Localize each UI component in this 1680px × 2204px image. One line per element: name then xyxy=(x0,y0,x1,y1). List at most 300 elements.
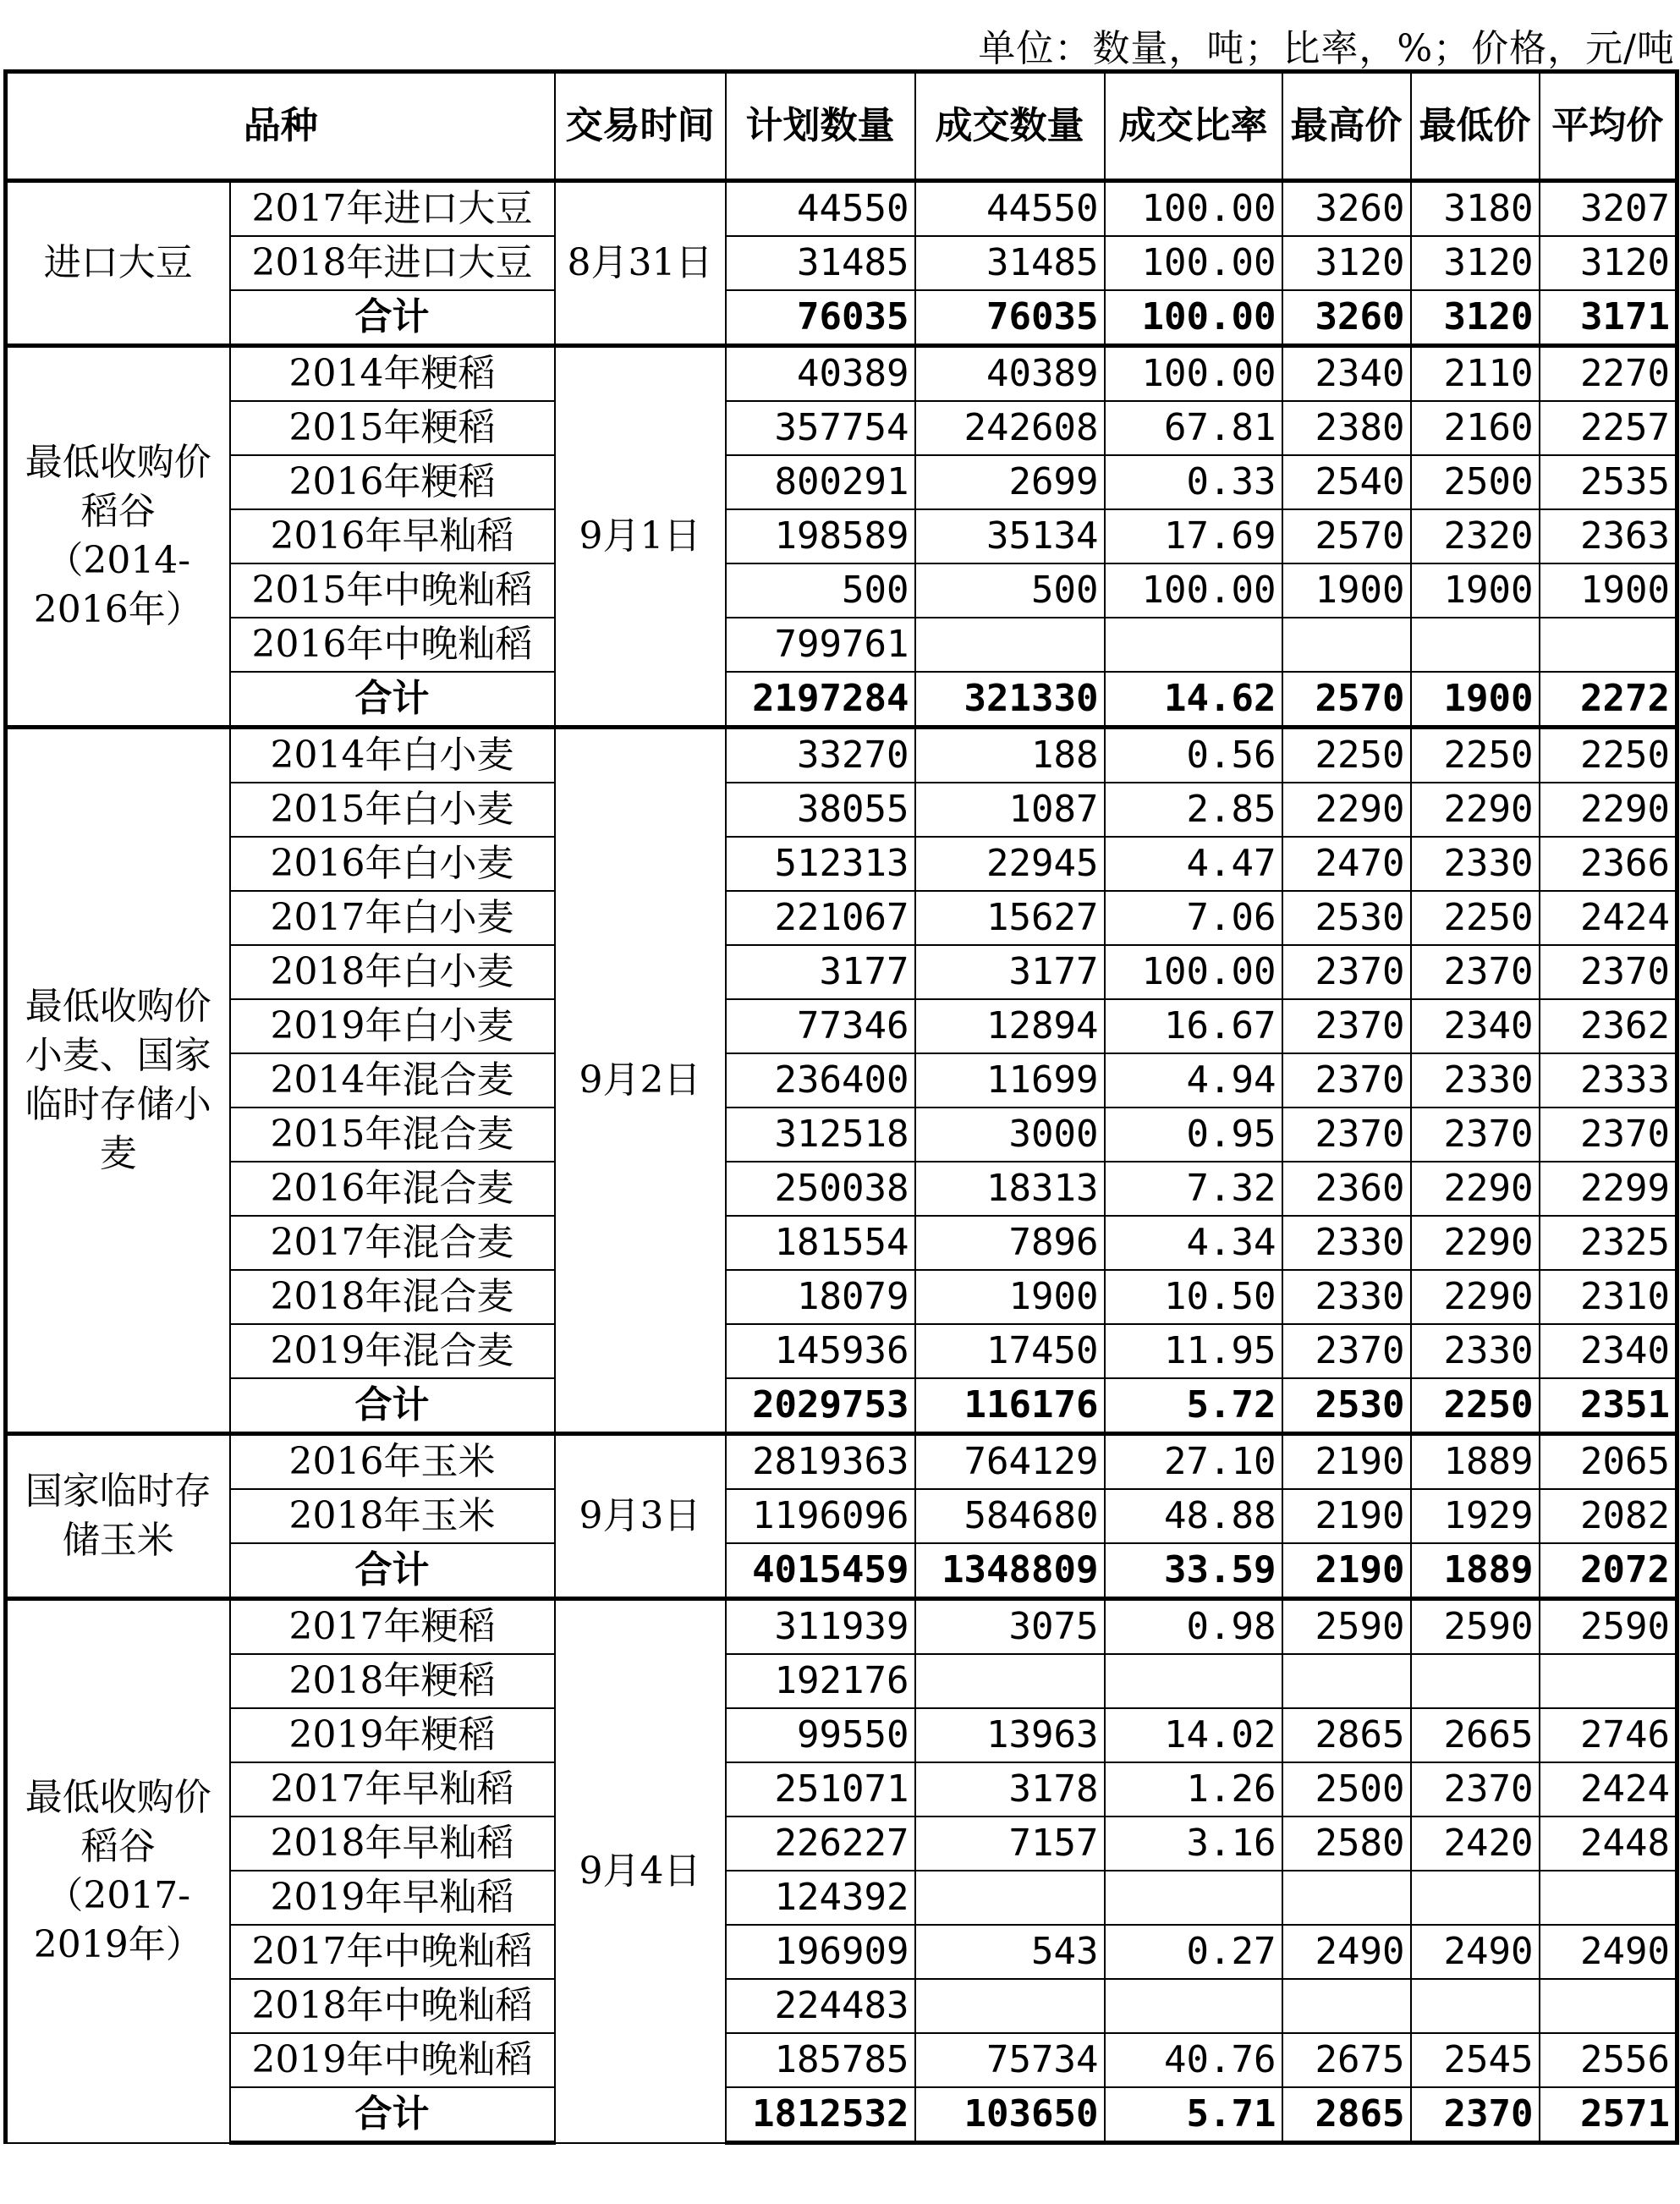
avg-price-cell: 2424 xyxy=(1540,1762,1677,1817)
max-price-cell xyxy=(1282,1871,1411,1925)
plan-qty-cell: 196909 xyxy=(726,1925,915,1979)
plan-qty-cell: 1196096 xyxy=(726,1489,915,1543)
avg-price-cell: 2272 xyxy=(1540,672,1677,728)
plan-qty-cell: 38055 xyxy=(726,783,915,837)
plan-qty-cell: 31485 xyxy=(726,236,915,290)
deal-qty-cell: 75734 xyxy=(915,2033,1105,2087)
category-cell: 进口大豆 xyxy=(6,181,230,346)
unit-note: 单位：数量，吨；比率，%；价格，元/吨 xyxy=(978,27,1675,70)
max-price-cell xyxy=(1282,618,1411,672)
min-price-cell: 2340 xyxy=(1411,999,1540,1053)
avg-price-cell: 2362 xyxy=(1540,999,1677,1053)
deal-ratio-cell: 0.27 xyxy=(1105,1925,1282,1979)
header-max-price: 最高价 xyxy=(1282,72,1411,181)
plan-qty-cell: 312518 xyxy=(726,1107,915,1162)
min-price-cell: 2370 xyxy=(1411,945,1540,999)
min-price-cell: 3120 xyxy=(1411,236,1540,290)
variety-cell: 2017年白小麦 xyxy=(230,891,555,945)
variety-cell: 2018年玉米 xyxy=(230,1489,555,1543)
total-row xyxy=(6,1378,1677,1434)
table-row xyxy=(6,891,1677,945)
avg-price-cell: 2746 xyxy=(1540,1708,1677,1762)
plan-qty-cell: 2819363 xyxy=(726,1434,915,1490)
table-row xyxy=(6,945,1677,999)
avg-price-cell: 2490 xyxy=(1540,1925,1677,1979)
avg-price-cell: 2325 xyxy=(1540,1216,1677,1270)
min-price-cell: 2590 xyxy=(1411,1599,1540,1655)
min-price-cell: 1900 xyxy=(1411,672,1540,728)
variety-cell: 合计 xyxy=(230,672,555,728)
deal-qty-cell: 764129 xyxy=(915,1434,1105,1490)
max-price-cell: 3120 xyxy=(1282,236,1411,290)
avg-price-cell: 2290 xyxy=(1540,783,1677,837)
avg-price-cell: 2424 xyxy=(1540,891,1677,945)
max-price-cell: 2370 xyxy=(1282,1107,1411,1162)
deal-ratio-cell: 1.26 xyxy=(1105,1762,1282,1817)
trade-date-cell: 9月1日 xyxy=(555,346,726,728)
table-row xyxy=(6,618,1677,672)
variety-cell: 2018年进口大豆 xyxy=(230,236,555,290)
avg-price-cell: 2556 xyxy=(1540,2033,1677,2087)
avg-price-cell: 2065 xyxy=(1540,1434,1677,1490)
variety-cell: 2018年白小麦 xyxy=(230,945,555,999)
table-row xyxy=(6,1053,1677,1107)
table-row xyxy=(6,783,1677,837)
min-price-cell xyxy=(1411,618,1540,672)
deal-ratio-cell: 4.94 xyxy=(1105,1053,1282,1107)
deal-ratio-cell: 27.10 xyxy=(1105,1434,1282,1490)
variety-cell: 2014年粳稻 xyxy=(230,346,555,402)
header-plan-qty: 计划数量 xyxy=(726,72,915,181)
plan-qty-cell: 33270 xyxy=(726,728,915,783)
table-row xyxy=(6,1216,1677,1270)
min-price-cell xyxy=(1411,1654,1540,1708)
max-price-cell: 2370 xyxy=(1282,999,1411,1053)
deal-qty-cell: 2699 xyxy=(915,455,1105,509)
total-row xyxy=(6,672,1677,728)
table-row xyxy=(6,2033,1677,2087)
deal-ratio-cell: 4.34 xyxy=(1105,1216,1282,1270)
deal-qty-cell: 31485 xyxy=(915,236,1105,290)
deal-qty-cell: 44550 xyxy=(915,181,1105,237)
deal-ratio-cell xyxy=(1105,618,1282,672)
variety-cell: 2019年白小麦 xyxy=(230,999,555,1053)
deal-ratio-cell: 0.98 xyxy=(1105,1599,1282,1655)
max-price-cell xyxy=(1282,1979,1411,2033)
table-row xyxy=(6,563,1677,618)
deal-ratio-cell: 67.81 xyxy=(1105,401,1282,455)
avg-price-cell xyxy=(1540,1654,1677,1708)
plan-qty-cell: 236400 xyxy=(726,1053,915,1107)
variety-cell: 合计 xyxy=(230,2087,555,2143)
max-price-cell: 2190 xyxy=(1282,1543,1411,1599)
min-price-cell: 1900 xyxy=(1411,563,1540,618)
min-price-cell: 2420 xyxy=(1411,1817,1540,1871)
deal-ratio-cell: 17.69 xyxy=(1105,509,1282,563)
plan-qty-cell: 3177 xyxy=(726,945,915,999)
variety-cell: 2019年混合麦 xyxy=(230,1324,555,1378)
variety-cell: 2016年粳稻 xyxy=(230,455,555,509)
deal-qty-cell: 500 xyxy=(915,563,1105,618)
min-price-cell: 3120 xyxy=(1411,290,1540,346)
variety-cell: 2017年进口大豆 xyxy=(230,181,555,237)
deal-ratio-cell: 100.00 xyxy=(1105,290,1282,346)
deal-qty-cell: 584680 xyxy=(915,1489,1105,1543)
variety-cell: 2018年混合麦 xyxy=(230,1270,555,1324)
max-price-cell: 2370 xyxy=(1282,945,1411,999)
table-row xyxy=(6,1324,1677,1378)
plan-qty-cell: 800291 xyxy=(726,455,915,509)
header-avg-price: 平均价 xyxy=(1540,72,1677,181)
table-row xyxy=(6,181,1677,237)
plan-qty-cell: 500 xyxy=(726,563,915,618)
category-cell: 最低收购价小麦、国家临时存储小麦 xyxy=(6,728,230,1434)
deal-ratio-cell: 14.62 xyxy=(1105,672,1282,728)
deal-ratio-cell: 100.00 xyxy=(1105,346,1282,402)
avg-price-cell xyxy=(1540,618,1677,672)
deal-ratio-cell: 100.00 xyxy=(1105,181,1282,237)
table-row xyxy=(6,1979,1677,2033)
max-price-cell: 3260 xyxy=(1282,290,1411,346)
avg-price-cell: 3120 xyxy=(1540,236,1677,290)
category-cell: 国家临时存储玉米 xyxy=(6,1434,230,1599)
avg-price-cell: 3171 xyxy=(1540,290,1677,346)
avg-price-cell: 2535 xyxy=(1540,455,1677,509)
deal-ratio-cell: 100.00 xyxy=(1105,563,1282,618)
plan-qty-cell: 185785 xyxy=(726,2033,915,2087)
avg-price-cell: 2363 xyxy=(1540,509,1677,563)
deal-qty-cell: 35134 xyxy=(915,509,1105,563)
total-row xyxy=(6,290,1677,346)
table-row xyxy=(6,1162,1677,1216)
plan-qty-cell: 4015459 xyxy=(726,1543,915,1599)
min-price-cell xyxy=(1411,1871,1540,1925)
max-price-cell: 2490 xyxy=(1282,1925,1411,1979)
min-price-cell: 2290 xyxy=(1411,1270,1540,1324)
min-price-cell: 2250 xyxy=(1411,728,1540,783)
max-price-cell: 1900 xyxy=(1282,563,1411,618)
table-row xyxy=(6,346,1677,402)
header-variety: 品种 xyxy=(6,72,555,181)
deal-qty-cell: 15627 xyxy=(915,891,1105,945)
table-row xyxy=(6,1762,1677,1817)
min-price-cell: 2290 xyxy=(1411,1162,1540,1216)
deal-qty-cell: 76035 xyxy=(915,290,1105,346)
deal-ratio-cell: 5.71 xyxy=(1105,2087,1282,2143)
max-price-cell: 2530 xyxy=(1282,1378,1411,1434)
deal-qty-cell: 7896 xyxy=(915,1216,1105,1270)
avg-price-cell: 2299 xyxy=(1540,1162,1677,1216)
avg-price-cell xyxy=(1540,1871,1677,1925)
auction-results-table xyxy=(3,69,1679,2145)
deal-qty-cell: 13963 xyxy=(915,1708,1105,1762)
max-price-cell: 2530 xyxy=(1282,891,1411,945)
min-price-cell xyxy=(1411,1979,1540,2033)
table-row xyxy=(6,455,1677,509)
plan-qty-cell: 99550 xyxy=(726,1708,915,1762)
plan-qty-cell: 2029753 xyxy=(726,1378,915,1434)
max-price-cell xyxy=(1282,1654,1411,1708)
avg-price-cell: 3207 xyxy=(1540,181,1677,237)
deal-ratio-cell: 100.00 xyxy=(1105,236,1282,290)
plan-qty-cell: 357754 xyxy=(726,401,915,455)
plan-qty-cell: 76035 xyxy=(726,290,915,346)
trade-date-cell: 9月2日 xyxy=(555,728,726,1434)
variety-cell: 2016年混合麦 xyxy=(230,1162,555,1216)
deal-ratio-cell: 10.50 xyxy=(1105,1270,1282,1324)
plan-qty-cell: 192176 xyxy=(726,1654,915,1708)
table-row xyxy=(6,1489,1677,1543)
plan-qty-cell: 198589 xyxy=(726,509,915,563)
trade-date-cell: 9月4日 xyxy=(555,1599,726,2143)
deal-qty-cell: 11699 xyxy=(915,1053,1105,1107)
deal-qty-cell: 1900 xyxy=(915,1270,1105,1324)
plan-qty-cell: 2197284 xyxy=(726,672,915,728)
table-row xyxy=(6,1599,1677,1655)
variety-cell: 合计 xyxy=(230,290,555,346)
variety-cell: 2019年中晚籼稻 xyxy=(230,2033,555,2087)
deal-qty-cell: 1348809 xyxy=(915,1543,1105,1599)
table-row xyxy=(6,999,1677,1053)
min-price-cell: 2250 xyxy=(1411,1378,1540,1434)
variety-cell: 2018年粳稻 xyxy=(230,1654,555,1708)
deal-ratio-cell: 7.32 xyxy=(1105,1162,1282,1216)
min-price-cell: 2500 xyxy=(1411,455,1540,509)
deal-qty-cell xyxy=(915,1654,1105,1708)
deal-ratio-cell: 7.06 xyxy=(1105,891,1282,945)
deal-qty-cell: 1087 xyxy=(915,783,1105,837)
variety-cell: 2014年白小麦 xyxy=(230,728,555,783)
deal-ratio-cell: 100.00 xyxy=(1105,945,1282,999)
table-row xyxy=(6,509,1677,563)
min-price-cell: 2290 xyxy=(1411,1216,1540,1270)
table-row xyxy=(6,1434,1677,1490)
table-row xyxy=(6,1654,1677,1708)
header-row xyxy=(6,72,1677,181)
avg-price-cell: 2257 xyxy=(1540,401,1677,455)
min-price-cell: 1889 xyxy=(1411,1434,1540,1490)
deal-qty-cell: 543 xyxy=(915,1925,1105,1979)
plan-qty-cell: 181554 xyxy=(726,1216,915,1270)
min-price-cell: 1889 xyxy=(1411,1543,1540,1599)
plan-qty-cell: 1812532 xyxy=(726,2087,915,2143)
deal-ratio-cell: 4.47 xyxy=(1105,837,1282,891)
min-price-cell: 2665 xyxy=(1411,1708,1540,1762)
category-cell: 最低收购价稻谷（2017-2019年） xyxy=(6,1599,230,2143)
max-price-cell: 2370 xyxy=(1282,1053,1411,1107)
min-price-cell: 2370 xyxy=(1411,2087,1540,2143)
variety-cell: 2017年早籼稻 xyxy=(230,1762,555,1817)
min-price-cell: 2320 xyxy=(1411,509,1540,563)
avg-price-cell: 2072 xyxy=(1540,1543,1677,1599)
max-price-cell: 2570 xyxy=(1282,509,1411,563)
table-row xyxy=(6,1925,1677,1979)
category-cell: 最低收购价稻谷（2014-2016年） xyxy=(6,346,230,728)
deal-ratio-cell xyxy=(1105,1979,1282,2033)
plan-qty-cell: 226227 xyxy=(726,1817,915,1871)
table-row xyxy=(6,1871,1677,1925)
max-price-cell: 2290 xyxy=(1282,783,1411,837)
variety-cell: 2015年白小麦 xyxy=(230,783,555,837)
variety-cell: 2015年粳稻 xyxy=(230,401,555,455)
plan-qty-cell: 221067 xyxy=(726,891,915,945)
max-price-cell: 2470 xyxy=(1282,837,1411,891)
plan-qty-cell: 40389 xyxy=(726,346,915,402)
deal-qty-cell xyxy=(915,618,1105,672)
table-row xyxy=(6,837,1677,891)
max-price-cell: 2500 xyxy=(1282,1762,1411,1817)
deal-qty-cell: 18313 xyxy=(915,1162,1105,1216)
min-price-cell: 1929 xyxy=(1411,1489,1540,1543)
deal-qty-cell xyxy=(915,1979,1105,2033)
variety-cell: 2016年早籼稻 xyxy=(230,509,555,563)
variety-cell: 2017年混合麦 xyxy=(230,1216,555,1270)
max-price-cell: 2360 xyxy=(1282,1162,1411,1216)
deal-qty-cell: 242608 xyxy=(915,401,1105,455)
variety-cell: 2016年玉米 xyxy=(230,1434,555,1490)
deal-ratio-cell: 5.72 xyxy=(1105,1378,1282,1434)
trade-date-cell: 9月3日 xyxy=(555,1434,726,1599)
avg-price-cell: 2310 xyxy=(1540,1270,1677,1324)
avg-price-cell xyxy=(1540,1979,1677,2033)
variety-cell: 2016年白小麦 xyxy=(230,837,555,891)
plan-qty-cell: 799761 xyxy=(726,618,915,672)
plan-qty-cell: 18079 xyxy=(726,1270,915,1324)
variety-cell: 2014年混合麦 xyxy=(230,1053,555,1107)
plan-qty-cell: 44550 xyxy=(726,181,915,237)
min-price-cell: 2290 xyxy=(1411,783,1540,837)
deal-ratio-cell: 11.95 xyxy=(1105,1324,1282,1378)
min-price-cell: 2330 xyxy=(1411,1324,1540,1378)
avg-price-cell: 2082 xyxy=(1540,1489,1677,1543)
plan-qty-cell: 124392 xyxy=(726,1871,915,1925)
max-price-cell: 2330 xyxy=(1282,1216,1411,1270)
table-row xyxy=(6,728,1677,783)
avg-price-cell: 2340 xyxy=(1540,1324,1677,1378)
avg-price-cell: 2370 xyxy=(1540,945,1677,999)
deal-qty-cell: 17450 xyxy=(915,1324,1105,1378)
trade-date-cell: 8月31日 xyxy=(555,181,726,346)
min-price-cell: 2160 xyxy=(1411,401,1540,455)
deal-ratio-cell: 3.16 xyxy=(1105,1817,1282,1871)
plan-qty-cell: 77346 xyxy=(726,999,915,1053)
variety-cell: 2017年粳稻 xyxy=(230,1599,555,1655)
max-price-cell: 2190 xyxy=(1282,1489,1411,1543)
deal-qty-cell: 12894 xyxy=(915,999,1105,1053)
deal-ratio-cell: 48.88 xyxy=(1105,1489,1282,1543)
deal-qty-cell: 3177 xyxy=(915,945,1105,999)
deal-qty-cell: 116176 xyxy=(915,1378,1105,1434)
variety-cell: 2018年早籼稻 xyxy=(230,1817,555,1871)
max-price-cell: 2380 xyxy=(1282,401,1411,455)
total-row xyxy=(6,1543,1677,1599)
table-row xyxy=(6,1107,1677,1162)
header-deal-ratio: 成交比率 xyxy=(1105,72,1282,181)
plan-qty-cell: 224483 xyxy=(726,1979,915,2033)
table-row xyxy=(6,236,1677,290)
avg-price-cell: 1900 xyxy=(1540,563,1677,618)
deal-qty-cell: 188 xyxy=(915,728,1105,783)
plan-qty-cell: 250038 xyxy=(726,1162,915,1216)
auction-results-table-container xyxy=(3,69,1679,2145)
variety-cell: 2019年早籼稻 xyxy=(230,1871,555,1925)
deal-qty-cell xyxy=(915,1871,1105,1925)
avg-price-cell: 2571 xyxy=(1540,2087,1677,2143)
min-price-cell: 2370 xyxy=(1411,1107,1540,1162)
min-price-cell: 2330 xyxy=(1411,837,1540,891)
max-price-cell: 2190 xyxy=(1282,1434,1411,1490)
plan-qty-cell: 145936 xyxy=(726,1324,915,1378)
min-price-cell: 2545 xyxy=(1411,2033,1540,2087)
min-price-cell: 2370 xyxy=(1411,1762,1540,1817)
total-row xyxy=(6,2087,1677,2143)
variety-cell: 合计 xyxy=(230,1543,555,1599)
max-price-cell: 2865 xyxy=(1282,1708,1411,1762)
variety-cell: 合计 xyxy=(230,1378,555,1434)
variety-cell: 2019年粳稻 xyxy=(230,1708,555,1762)
deal-ratio-cell: 33.59 xyxy=(1105,1543,1282,1599)
avg-price-cell: 2250 xyxy=(1540,728,1677,783)
max-price-cell: 2340 xyxy=(1282,346,1411,402)
table-body xyxy=(6,181,1677,2143)
max-price-cell: 2570 xyxy=(1282,672,1411,728)
deal-ratio-cell: 40.76 xyxy=(1105,2033,1282,2087)
table-row xyxy=(6,1817,1677,1871)
deal-ratio-cell: 16.67 xyxy=(1105,999,1282,1053)
deal-ratio-cell: 0.56 xyxy=(1105,728,1282,783)
variety-cell: 2016年中晚籼稻 xyxy=(230,618,555,672)
max-price-cell: 2250 xyxy=(1282,728,1411,783)
table-row xyxy=(6,1270,1677,1324)
deal-ratio-cell: 2.85 xyxy=(1105,783,1282,837)
deal-qty-cell: 7157 xyxy=(915,1817,1105,1871)
min-price-cell: 2330 xyxy=(1411,1053,1540,1107)
min-price-cell: 2490 xyxy=(1411,1925,1540,1979)
min-price-cell: 3180 xyxy=(1411,181,1540,237)
max-price-cell: 2370 xyxy=(1282,1324,1411,1378)
table-row xyxy=(6,1708,1677,1762)
variety-cell: 2015年混合麦 xyxy=(230,1107,555,1162)
avg-price-cell: 2270 xyxy=(1540,346,1677,402)
avg-price-cell: 2366 xyxy=(1540,837,1677,891)
max-price-cell: 2590 xyxy=(1282,1599,1411,1655)
deal-qty-cell: 103650 xyxy=(915,2087,1105,2143)
avg-price-cell: 2448 xyxy=(1540,1817,1677,1871)
deal-qty-cell: 3178 xyxy=(915,1762,1105,1817)
deal-qty-cell: 3000 xyxy=(915,1107,1105,1162)
min-price-cell: 2110 xyxy=(1411,346,1540,402)
avg-price-cell: 2370 xyxy=(1540,1107,1677,1162)
avg-price-cell: 2333 xyxy=(1540,1053,1677,1107)
plan-qty-cell: 311939 xyxy=(726,1599,915,1655)
header-trade-time: 交易时间 xyxy=(555,72,726,181)
avg-price-cell: 2351 xyxy=(1540,1378,1677,1434)
plan-qty-cell: 512313 xyxy=(726,837,915,891)
avg-price-cell: 2590 xyxy=(1540,1599,1677,1655)
deal-ratio-cell: 0.95 xyxy=(1105,1107,1282,1162)
variety-cell: 2017年中晚籼稻 xyxy=(230,1925,555,1979)
deal-ratio-cell: 0.33 xyxy=(1105,455,1282,509)
variety-cell: 2018年中晚籼稻 xyxy=(230,1979,555,2033)
deal-qty-cell: 3075 xyxy=(915,1599,1105,1655)
table-row xyxy=(6,401,1677,455)
deal-ratio-cell: 14.02 xyxy=(1105,1708,1282,1762)
plan-qty-cell: 251071 xyxy=(726,1762,915,1817)
deal-qty-cell: 40389 xyxy=(915,346,1105,402)
deal-qty-cell: 321330 xyxy=(915,672,1105,728)
max-price-cell: 2675 xyxy=(1282,2033,1411,2087)
max-price-cell: 3260 xyxy=(1282,181,1411,237)
